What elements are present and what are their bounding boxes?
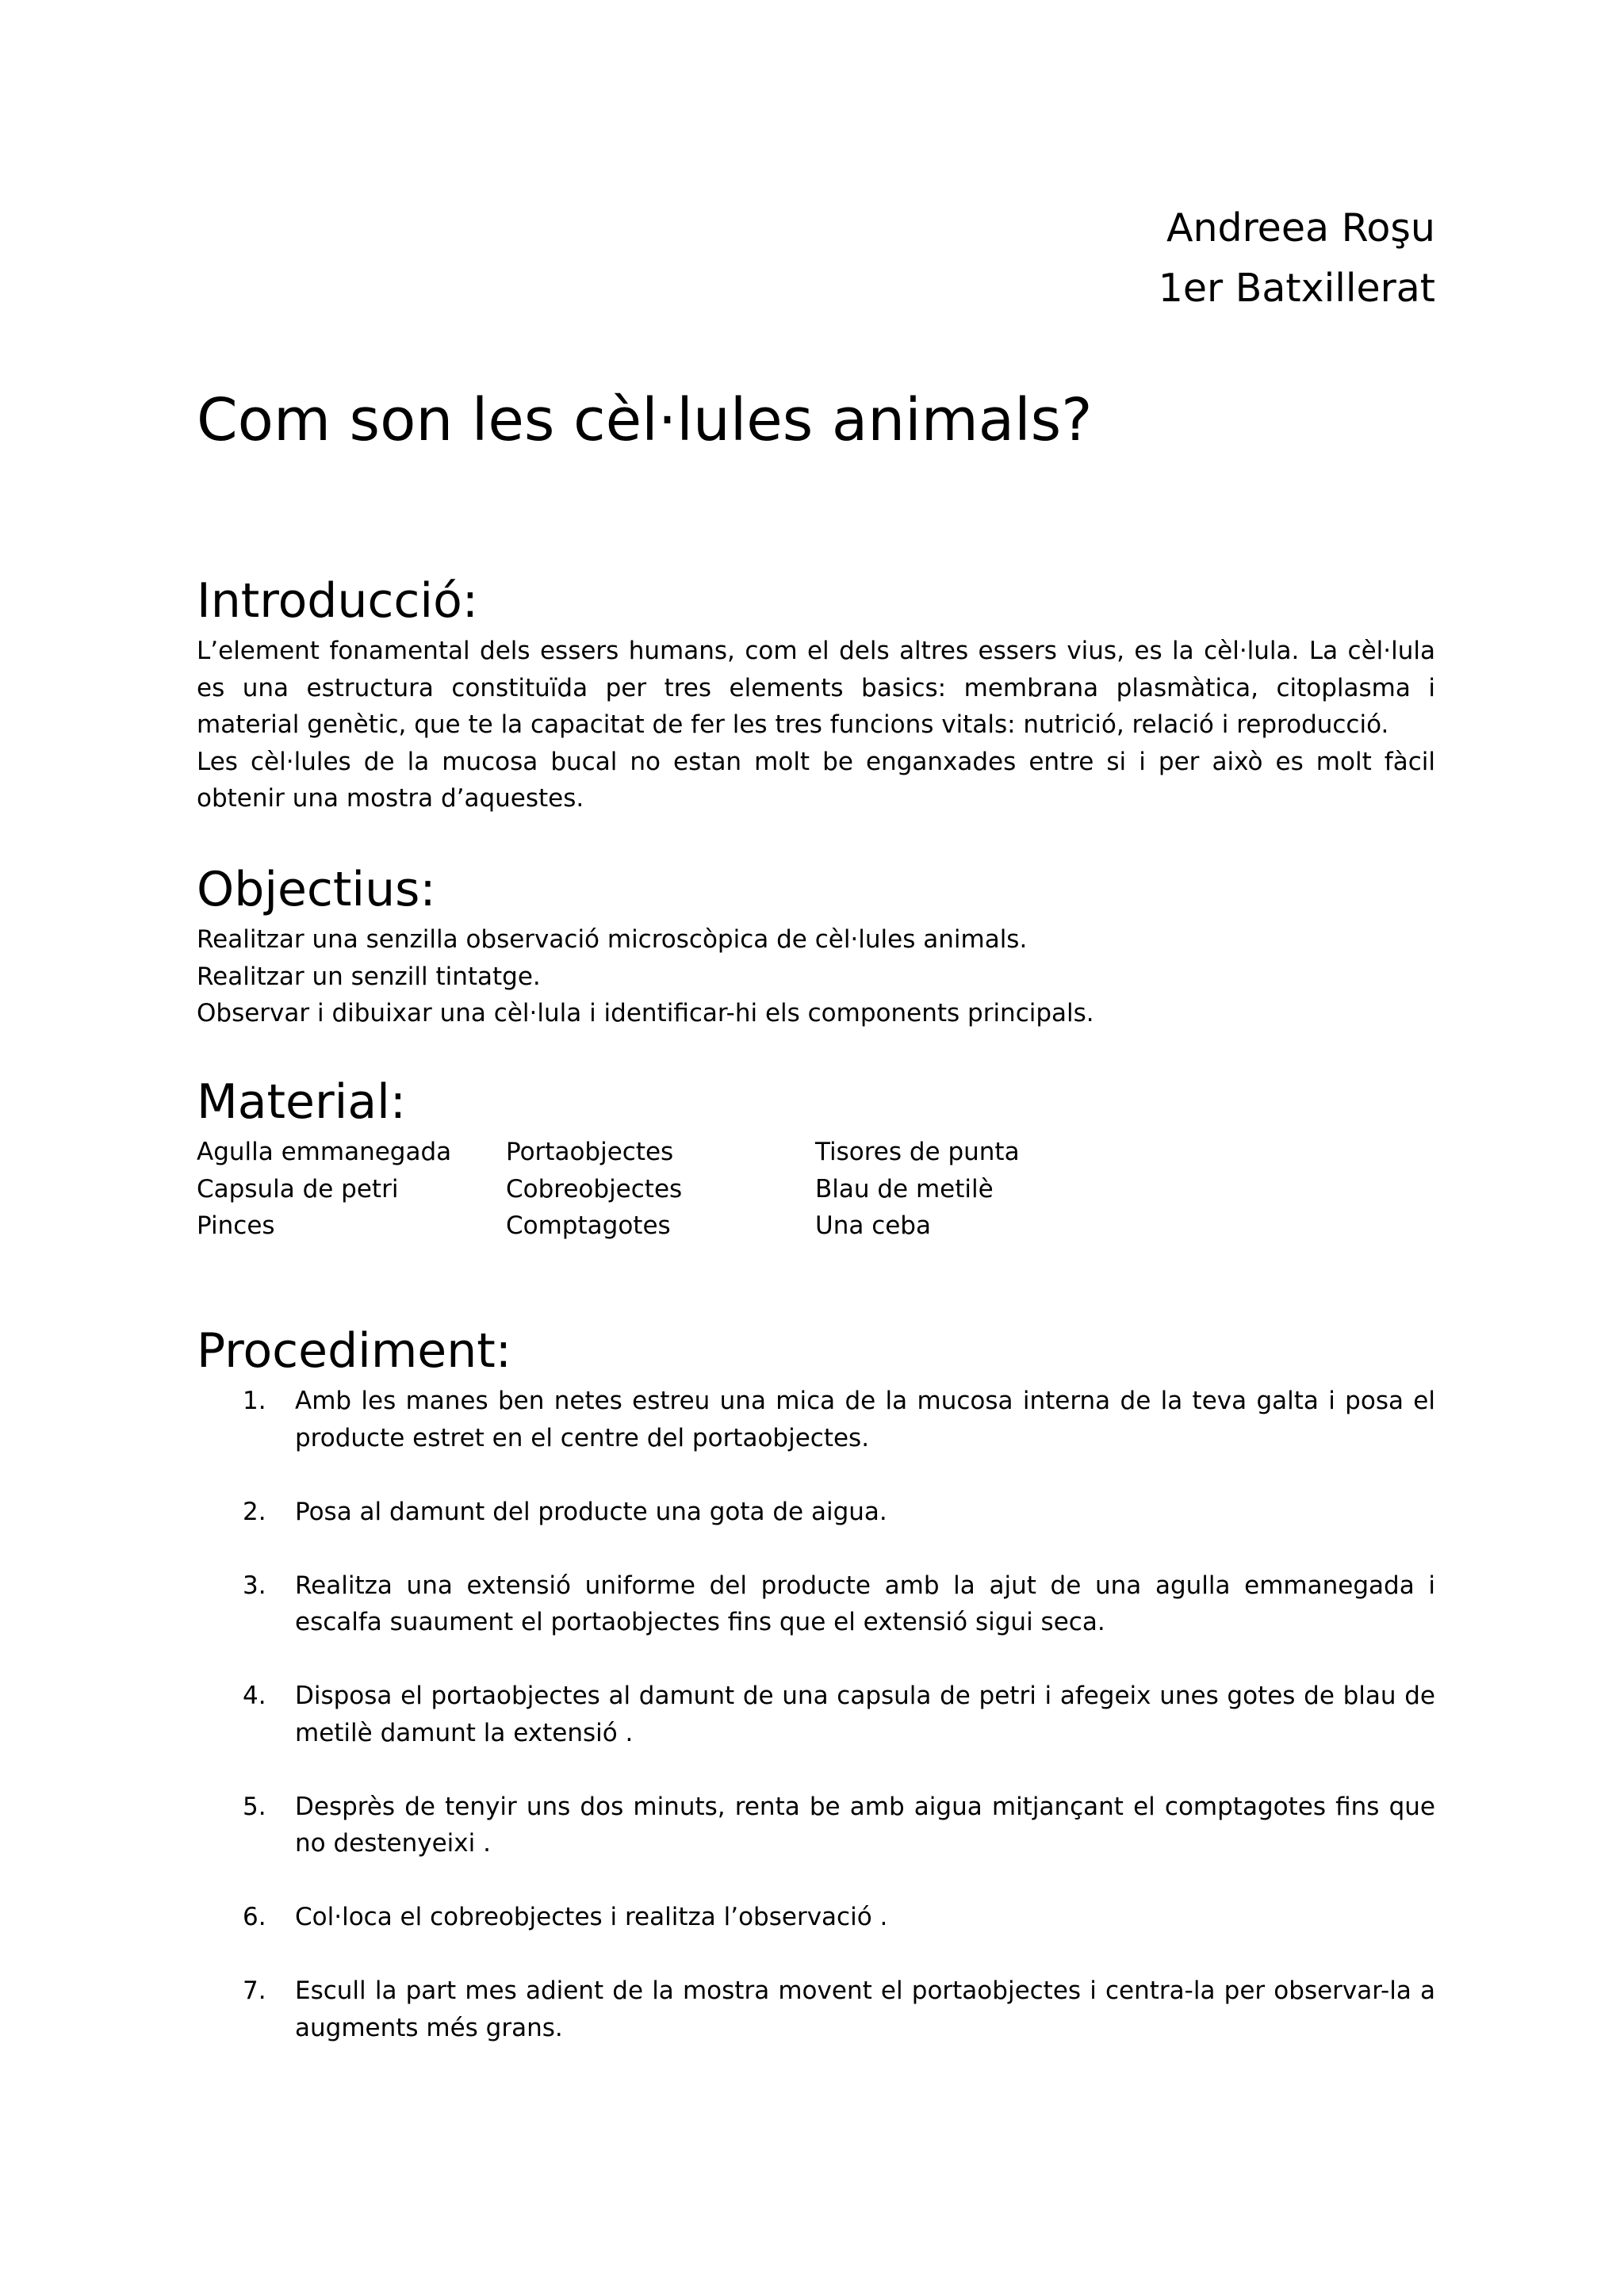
procedure-step (197, 1383, 1435, 1456)
procedure-section (197, 1319, 1435, 2084)
step-number: 4. (243, 1682, 266, 1710)
procedure-step (197, 1567, 1435, 1641)
step-number: 6. (243, 1903, 266, 1931)
procedure-step (197, 1678, 1435, 1751)
material-heading: Material: (197, 1074, 406, 1130)
procedure-step (197, 1899, 1435, 1936)
step-text: Desprès de tenyir uns dos minuts, renta be amb aigua mitjançant el comptagotes fins que no destenyeixi . (295, 1792, 1435, 1858)
step-number: 7. (243, 1976, 266, 2005)
step-text: Amb les manes ben netes estreu una mica de la mucosa interna de la teva galta i posa el producte estret en el centre del portaobjectes. (295, 1387, 1435, 1452)
introduction-heading: Introducció: (197, 573, 478, 629)
step-text: Disposa el portaobjectes al damunt de una capsula de petri i afegeix unes gotes de blau de metilè damunt la extensió . (295, 1682, 1435, 1747)
step-number: 3. (243, 1571, 266, 1600)
material-item: Tisores de punta (815, 1138, 1020, 1166)
material-list (197, 1134, 1435, 1245)
objectives-heading: Objectius: (197, 862, 436, 917)
step-text: Escull la part mes adient de la mostra movent el portaobjectes i centra-la per observar-la a augments més grans. (295, 1976, 1435, 2042)
introduction-paragraph-1: L’element fonamental dels essers humans, com el dels altres essers vius, es la cèl·lula. La cèl·lula es una estructura constituïda per tres elements basics: membrana plasmàtica, citoplasma i material genètic, que te la capacitat de fer les tres funcions vitals: nutrició, relació i reproducció. (197, 637, 1435, 739)
step-number: 2. (243, 1497, 266, 1526)
objective-item: Realitzar un senzill tintatge. (197, 962, 541, 991)
objective-item: Realitzar una senzilla observació microscòpica de cèl·lules animals. (197, 925, 1028, 954)
material-item: Pinces (197, 1211, 275, 1240)
material-item: Comptagotes (506, 1211, 671, 1240)
procedure-steps (197, 1383, 1435, 2046)
step-number: 1. (243, 1387, 266, 1415)
material-item: Capsula de petri (197, 1174, 399, 1203)
procedure-step (197, 1789, 1435, 1862)
introduction-section (197, 569, 1435, 817)
page-title: Com son les cèl·lules animals? (197, 386, 1093, 454)
objectives-section (197, 858, 1435, 1032)
step-text: Col·loca el cobreobjectes i realitza l’observació . (295, 1903, 888, 1931)
material-item: Agulla emmanegada (197, 1138, 452, 1166)
material-item: Blau de metilè (815, 1174, 994, 1203)
procedure-heading: Procediment: (197, 1323, 511, 1379)
step-text: Realitza una extensió uniforme del producte amb la ajut de una agulla emmanegada i escalfa suaument el portaobjectes fins que el extensió sigui seca. (295, 1571, 1435, 1636)
objective-item: Observar i dibuixar una cèl·lula i identificar-hi els components principals. (197, 999, 1094, 1027)
procedure-step (197, 1494, 1435, 1531)
step-text: Posa al damunt del producte una gota de aigua. (295, 1497, 887, 1526)
author-name: Andreea Roşu (1166, 205, 1435, 251)
material-item: Una ceba (815, 1211, 931, 1240)
procedure-step (197, 1973, 1435, 2046)
material-item: Portaobjectes (506, 1138, 674, 1166)
material-section (197, 1070, 1435, 1245)
author-class: 1er Batxillerat (1158, 266, 1435, 311)
material-item: Cobreobjectes (506, 1174, 683, 1203)
author-block (1159, 198, 1435, 319)
step-number: 5. (243, 1792, 266, 1821)
introduction-paragraph-2: Les cèl·lules de la mucosa bucal no estan molt be enganxades entre si i per això es molt fàcil obtenir una mostra d’aquestes. (197, 747, 1435, 813)
